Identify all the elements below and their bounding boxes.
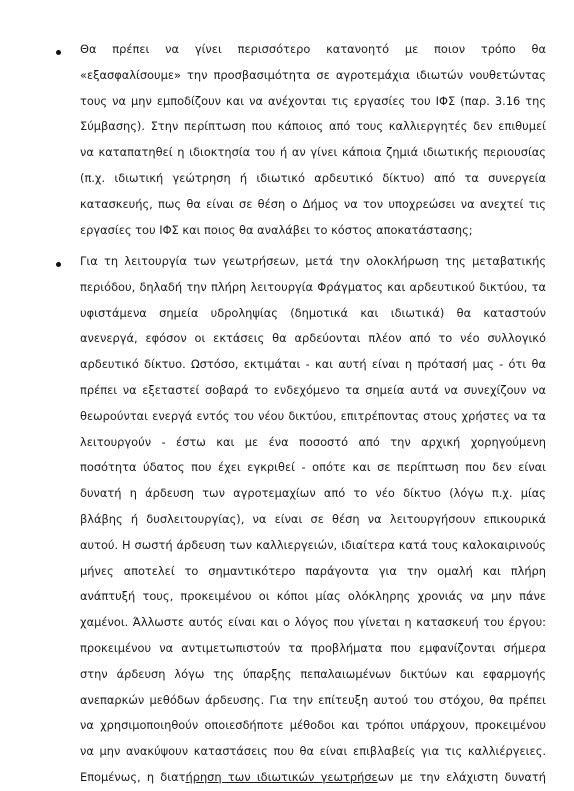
text-line: τους να μην εμποδίζουν και να ανέχονται τις εργασίες του ΙΦΣ (παρ. 3.16 της: [80, 93, 546, 108]
bullet-icon: [56, 50, 61, 55]
text-segment: ων με την ελάχιστη δυνατή: [377, 769, 546, 784]
text-line: αρδευτικό δίκτυο. Ωστόσο, εκτιμάται - και αυτή είναι η πρότασή μας - ότι θα: [80, 357, 546, 372]
text-line: (π.χ. ιδιωτική γεώτρηση ή ιδιωτικό αρδευτικό δίκτυο) από τα συνεργεία: [80, 170, 546, 185]
text-line: να χρησιμοποιηθούν οποιεσδήποτε μέθοδοι και τρόποι υπάρχουν, προκειμένου: [80, 718, 546, 733]
bullet-paragraph: [80, 37, 546, 243]
text-line: να μην ανακύψουν καταστάσεις που θα είναι επιβλαβείς για τις καλλιέργειες.: [80, 744, 546, 759]
text-line: στην άρδευση λόγω της ύπαρξης πεπαλαιωμένων δικτύων και εφαρμογής: [80, 666, 546, 681]
text-line: υφιστάμενα σημεία υδροληψίας (δημοτικά και ιδιωτικά) θα καταστούν: [80, 305, 546, 320]
text-line: δυνατή η άρδευση των αγροτεμαχίων από το νέο δίκτυο (λόγω π.χ. μίας: [80, 486, 546, 501]
text-line: πρέπει να εξεταστεί σοβαρά το ενδεχόμενο τα σημεία αυτά να συνεχίζουν να: [80, 382, 546, 397]
text-line: προκειμένου να αντιμετωπιστούν τα προβλήματα που εμφανίζονται σήμερα: [80, 640, 546, 655]
text-line: εργασίες του ΙΦΣ και ποιος θα αναλάβει το κόστος αποκατάστασης;: [80, 222, 473, 237]
text-line: ανενεργά, εφόσον οι εκτάσεις θα αρδεύονται πλέον από το νέο συλλογικό: [80, 331, 546, 346]
text-line: αυτού. Η σωστή άρδευση των καλλιεργειών, ιδιαίτερα κατά τους καλοκαιρινούς: [80, 537, 546, 552]
text-line: χαμένοι. Άλλωστε αυτός είναι και ο λόγος που γίνεται η κατασκευή του έργου:: [80, 615, 546, 630]
text-line: Θα πρέπει να γίνει περισσότερο κατανοητό με ποιον τρόπο θα: [80, 42, 546, 56]
text-line: μήνες αποτελεί το σημαντικότερο παράγοντα για την ομαλή και πλήρη: [80, 563, 546, 578]
text-line: ποσότητα ύδατος που έχει εγκριθεί - οπότε και σε περίπτωση που δεν είναι: [80, 460, 546, 475]
text-line: Σύμβασης). Στην περίπτωση που κάποιος από τους καλλιεργητές δεν επιθυμεί: [80, 119, 546, 134]
text-line: Για τη λειτουργία των γεωτρήσεων, μετά την ολοκλήρωση της μεταβατικής: [80, 254, 546, 268]
text-line: να καταπατηθεί η ιδιοκτησία του ή αν γίνει κάποια ζημιά ιδιωτικής περιουσίας: [80, 145, 546, 160]
underlined-text-segment: ήρηση των ιδιωτικών γεωτρήσε: [185, 769, 378, 784]
text-line: κατασκευής, πως θα είναι σε θέση ο Δήμος να τον υποχρεώσει να ανεχτεί τις: [80, 196, 546, 211]
text-line-final: [80, 765, 546, 791]
text-line: ανεπαρκών μεθόδων άρδευσης. Για την επίτευξη αυτού του στόχου, θα πρέπει: [80, 692, 546, 707]
text-line: λειτουργούν - έστω και με ένα ποσοστό από την αρχική χορηγούμενη: [80, 434, 546, 449]
text-line: ανάπτυξή τους, προκειμένου οι κόποι μίας ολόκληρης χρονιάς να μην πάνε: [80, 589, 546, 604]
text-line: περιόδου, δηλαδή την πλήρη λειτουργία Φράγματος και αρδευτικού δικτύου, τα: [80, 279, 546, 294]
bullet-icon: [56, 262, 61, 267]
text-segment: Επομένως, η διατ: [80, 769, 186, 784]
bullet-paragraph: [80, 249, 546, 791]
text-line: βλάβης ή δυσλειτουργίας), να είναι σε θέση να λειτουργήσουν επικουρικά: [80, 511, 546, 526]
text-line: θεωρούνται ενεργά εντός του νέου δικτύου, επιτρέποντας στους χρήστες να τα: [80, 408, 546, 423]
text-line: «εξασφαλίσουμε» την προσβασιμότητα σε αγροτεμάχια ιδιωτών νουθετώντας: [80, 67, 546, 82]
